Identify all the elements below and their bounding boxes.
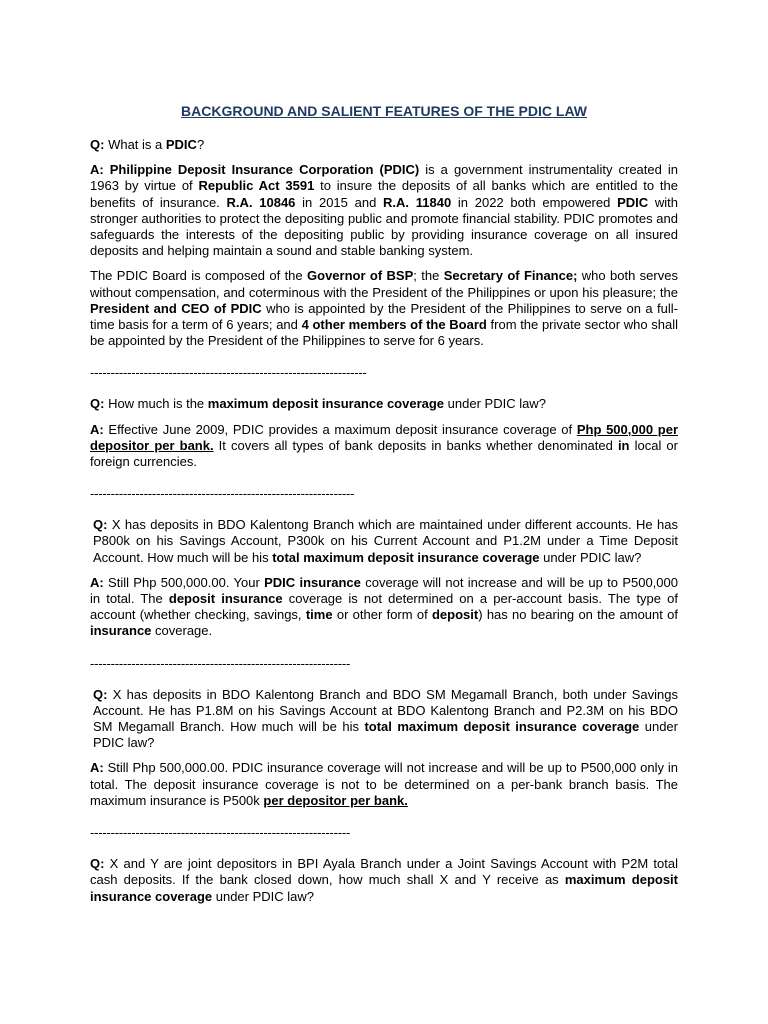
question-joint-account: Q: X and Y are joint depositors in BPI Ayala Branch under a Joint Savings Account with P2M total cash deposits. If the bank closed down, how much shall X and Y receive as maximum deposit insurance coverage under PDIC law? [90,856,678,904]
separator-line: --------------------------------------------------------------- [90,655,351,671]
question-multiple-branches: Q: X has deposits in BDO Kalentong Branch and BDO SM Megamall Branch, both under Savings Account. He has P1.8M on his Savings Account at BDO Kalentong Branch and P2.3M on his BDO SM Megamall Branch. How much will be his total maximum deposit insurance coverage under PDIC law? [93,686,678,751]
separator-line: ---------------------------------------------------------------- [90,486,355,502]
answer-max-coverage: A: Effective June 2009, PDIC provides a maximum deposit insurance coverage of Php 500,000 per depositor per bank. It covers all types of bank deposits in banks whether denominated in local or foreign currencies. [90,421,679,470]
pdic-board-paragraph: The PDIC Board is composed of the Governor of BSP; the Secretary of Finance; who both serves without compensation, and coterminous with the President of the Philippines or upon his pleasure; the President and CEO of PDIC who is appointed by the President of the Philippines to serve on a full-time basis for a term of 6 years; and 4 other members of the Board from the private sector who shall be appointed by the President of the Philippines to serve for 6 years. [90,268,678,349]
document-title: BACKGROUND AND SALIENT FEATURES OF THE PDIC LAW [181,103,587,119]
separator-line: ------------------------------------------------------------------- [90,365,367,381]
q-label: Q: [90,856,105,872]
a-label: A: [90,760,104,776]
answer-multiple-accounts: A: Still Php 500,000.00. Your PDIC insurance coverage will not increase and will be up to P500,000 in total. The deposit insurance coverage is not determined on a per-account basis. The type of account (whether checking, savings, time or other form of deposit) has no bearing on the amount of insurance coverage. [90,574,679,639]
question-what-is-pdic: Q: What is a PDIC? [90,137,205,152]
q-label: Q: [90,137,105,152]
question-multiple-accounts: Q: X has deposits in BDO Kalentong Branch which are maintained under different accounts. He has P800k on his Savings Account, P300k on his Current Account and P1.2M under a Time Deposit Account. How much will be his total maximum deposit insurance coverage under PDIC law? [93,517,678,565]
q-label: Q: [93,686,108,702]
answer-multiple-branches: A: Still Php 500,000.00. PDIC insurance coverage will not increase and will be up to P500,000 only in total. The deposit insurance coverage is not to be determined on a per-bank branch basis. The maximum insurance is P500k per depositor per bank. [90,760,678,808]
separator-line: --------------------------------------------------------------- [90,825,351,841]
question-max-coverage: Q: How much is the maximum deposit insurance coverage under PDIC law? [90,396,546,412]
answer-what-is-pdic: A: Philippine Deposit Insurance Corporation (PDIC) is a government instrumentality created in 1963 by virtue of Republic Act 3591 to insure the deposits of all banks which are entitled to the benefits of insurance. R.A. 10846 in 2015 and R.A. 11840 in 2022 both empowered PDIC with stronger authorities to protect the depositing public and promote financial stability. PDIC promotes and safeguards the interests of the depositing public by providing insurance coverage on all insured deposits and helping maintain a sound and stable banking system. [90,162,679,259]
a-label: A: [90,574,104,590]
q-label: Q: [93,517,108,533]
q-label: Q: [90,396,105,412]
a-label: A: [90,162,104,178]
a-label: A: [90,421,104,437]
